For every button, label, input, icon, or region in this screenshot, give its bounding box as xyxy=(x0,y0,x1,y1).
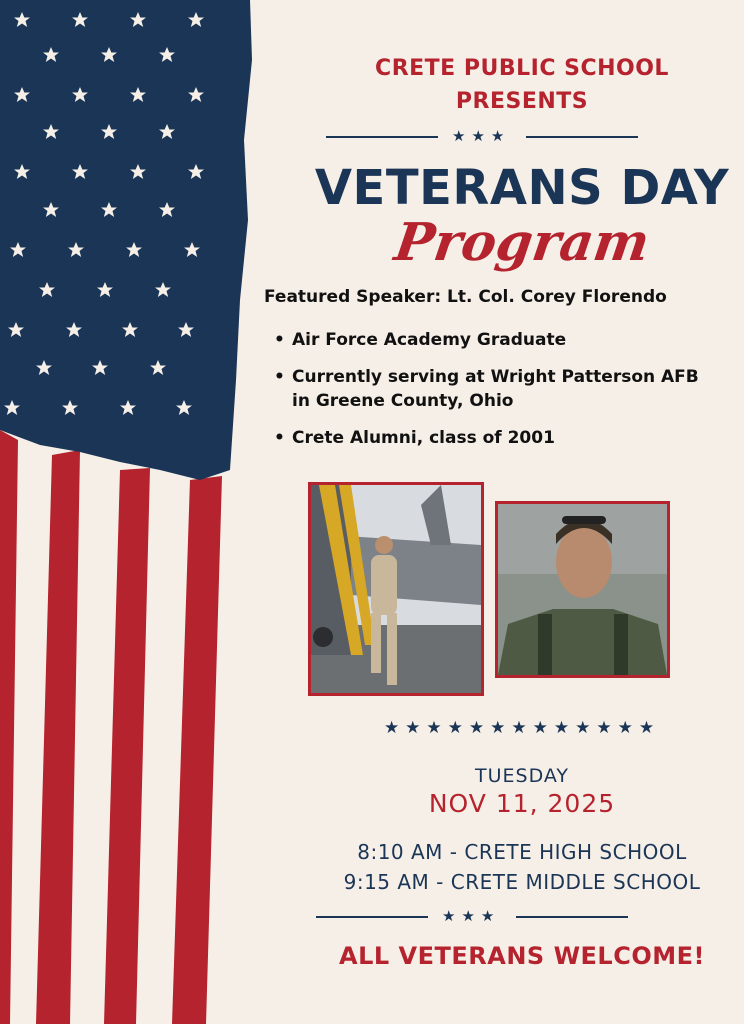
list-item: • Air Force Academy Graduate xyxy=(270,328,740,352)
american-flag-graphic xyxy=(0,0,260,1024)
top-divider xyxy=(326,127,638,147)
event-time-high-school: 8:10 AM - CRETE HIGH SCHOOL xyxy=(357,840,687,864)
event-title: VETERANS DAY xyxy=(314,160,730,216)
divider-stars-icon: ★★★ xyxy=(442,907,501,925)
presenter-line-2: PRESENTS xyxy=(455,89,589,114)
event-day: TUESDAY xyxy=(474,765,569,787)
divider-stars-icon: ★★★ xyxy=(452,127,511,145)
speaker-photo-jet xyxy=(308,482,484,696)
presenter-heading xyxy=(300,52,744,118)
star-row-divider-icon: ★★★★★★★★★★★★★ xyxy=(383,718,661,738)
event-time-middle-school: 9:15 AM - CRETE MIDDLE SCHOOL xyxy=(343,870,701,894)
speaker-portrait-photo xyxy=(495,501,670,678)
event-date: NOV 11, 2025 xyxy=(428,789,616,818)
speaker-bullet-list xyxy=(270,328,740,463)
bottom-divider xyxy=(316,907,628,927)
list-item: • Currently serving at Wright Patterson AFB in Greene County, Ohio xyxy=(270,365,712,413)
list-item: • Crete Alumni, class of 2001 xyxy=(270,426,740,450)
event-title-script: Program xyxy=(390,212,654,273)
presenter-line-1: CRETE PUBLIC SCHOOL xyxy=(375,56,669,81)
welcome-message: ALL VETERANS WELCOME! xyxy=(339,942,705,970)
featured-speaker: Featured Speaker: Lt. Col. Corey Florendo xyxy=(264,287,667,307)
